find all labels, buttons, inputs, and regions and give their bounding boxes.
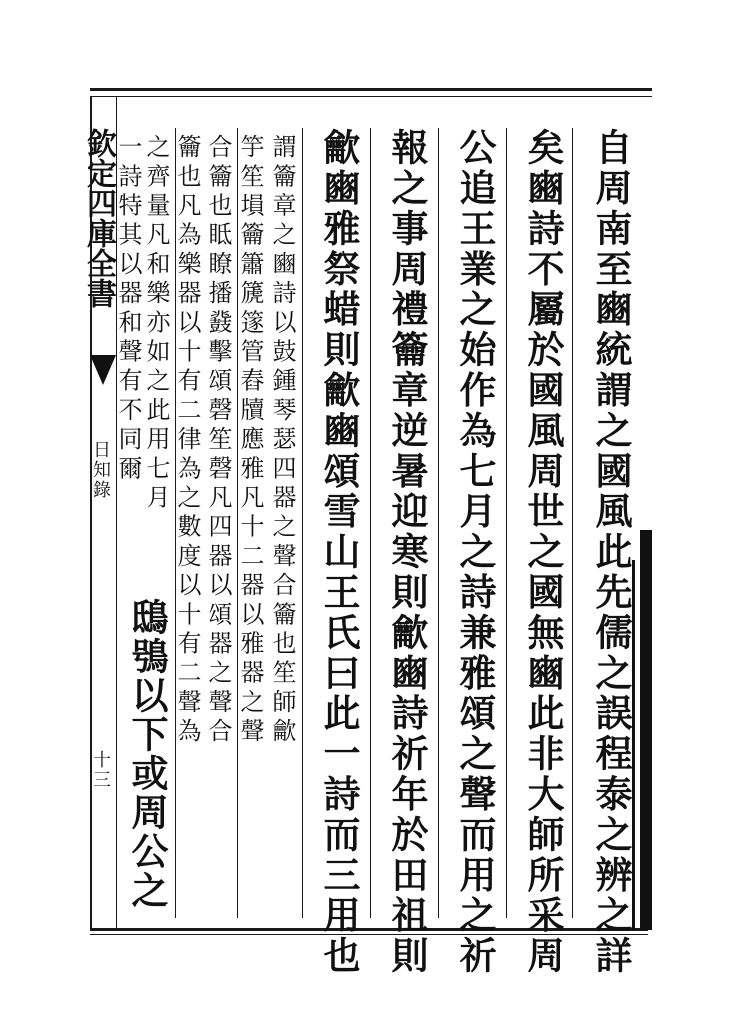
top-inner-border (90, 96, 652, 97)
column-divider (506, 128, 507, 918)
note-column-1: 謂籥章之豳詩以鼓鍾琴瑟四器之聲合籥也笙師龡 (268, 134, 296, 748)
work-name: 日知錄 (90, 440, 111, 500)
text-column-5: 龡豳雅祭蜡則龡豳頌雪山王氏曰此一詩而三用也 (317, 128, 361, 977)
note-main-text: 鴟鴞以下或周公之 (125, 598, 169, 910)
column-divider (370, 128, 371, 918)
column-divider (302, 128, 303, 918)
text-column-2: 矣豳詩不屬於國風周世之國無豳此非大師所采周 (521, 128, 565, 977)
note-column-5: 之齊量凡和樂亦如之此用七月 (142, 134, 170, 514)
column-divider (572, 128, 573, 918)
right-edge-shadow (640, 530, 652, 930)
note-column-3: 合籥也眡瞭播鼗擊頌磬笙磬凡四器以頌器之聲合 (204, 134, 232, 748)
note-column-4: 籥也凡為樂器以十有二律為之數度以十有二聲為 (173, 134, 201, 748)
page-number: 十三 (90, 750, 111, 790)
column-divider (438, 128, 439, 918)
volume-mark: 卷 (100, 340, 113, 353)
note-column-2: 竽笙塤籥簫篪篴管舂牘應雅凡十二器以雅器之聲 (236, 134, 264, 748)
text-column-3: 公追王業之始作為七月之詩兼雅頌之聲而用之祈 (453, 128, 497, 977)
text-column-1: 自周南至豳統謂之國風此先儒之誤程泰之辨之詳 (589, 128, 633, 977)
book-title: 欽定四庫全書 (81, 128, 116, 308)
note-column-6: 一詩特其以器和聲有不同爾 (114, 134, 142, 485)
text-column-4: 報之事周禮籥章逆暑迎寒則龡豳詩祈年於田祖則 (385, 128, 429, 977)
top-border (90, 88, 652, 91)
